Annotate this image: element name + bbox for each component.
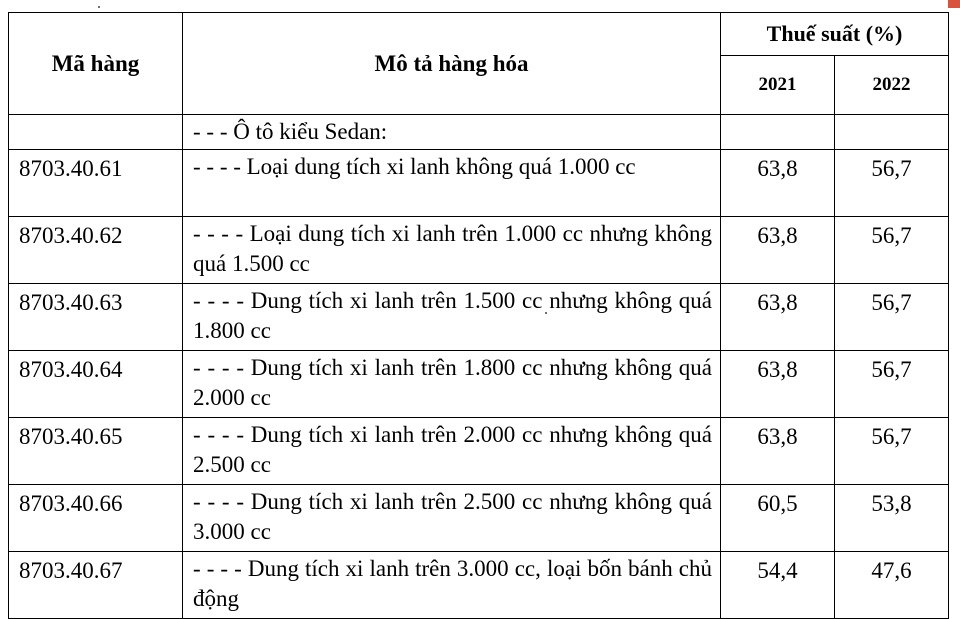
rate-2022: 56,7: [835, 351, 949, 418]
hs-code: 8703.40.66: [9, 485, 183, 552]
hs-code: 8703.40.61: [9, 150, 183, 217]
table-row: [9, 284, 949, 351]
header-description: Mô tả hàng hóa: [183, 13, 721, 115]
rate-2021: 63,8: [721, 351, 835, 418]
hs-code: 8703.40.64: [9, 351, 183, 418]
item-description: - - - - Loại dung tích xi lanh trên 1.000 cc nhưng không quá 1.500 cc: [183, 217, 721, 284]
empty-cell: [9, 115, 183, 150]
header-tax-rate: Thuế suất (%): [721, 13, 949, 56]
empty-cell: [835, 115, 949, 150]
tariff-document: [8, 12, 948, 612]
table-row: [9, 217, 949, 284]
table-row: [9, 150, 949, 217]
rate-2021: 54,4: [721, 552, 835, 619]
rate-2022: 56,7: [835, 150, 949, 217]
item-description: - - - - Loại dung tích xi lanh không quá 1.000 cc: [183, 150, 721, 217]
subheading-text: - - - Ô tô kiểu Sedan:: [183, 115, 721, 150]
item-description: - - - - Dung tích xi lanh trên 1.800 cc nhưng không quá 2.000 cc: [183, 351, 721, 418]
rate-2021: 63,8: [721, 418, 835, 485]
subheading-row: [9, 115, 949, 150]
table-row: [9, 485, 949, 552]
empty-cell: [721, 115, 835, 150]
item-description: - - - - Dung tích xi lanh trên 2.000 cc nhưng không quá 2.500 cc: [183, 418, 721, 485]
rate-2021: 63,8: [721, 150, 835, 217]
table-row: [9, 552, 949, 619]
hs-code: 8703.40.63: [9, 284, 183, 351]
hs-code: 8703.40.62: [9, 217, 183, 284]
item-description: - - - - Dung tích xi lanh trên 2.500 cc nhưng không quá 3.000 cc: [183, 485, 721, 552]
header-code: Mã hàng: [9, 13, 183, 115]
edge-mark: [948, 0, 960, 8]
tariff-table: [8, 12, 949, 619]
hs-code: 8703.40.65: [9, 418, 183, 485]
rate-2021: 63,8: [721, 217, 835, 284]
scan-speck: [98, 6, 100, 8]
table-row: [9, 351, 949, 418]
item-description: - - - - Dung tích xi lanh trên 1.500 cc nhưng không quá 1.800 cc: [183, 284, 721, 351]
rate-2022: 47,6: [835, 552, 949, 619]
rate-2022: 53,8: [835, 485, 949, 552]
header-year-2021: 2021: [721, 56, 835, 115]
item-description: - - - - Dung tích xi lanh trên 3.000 cc, loại bốn bánh chủ động: [183, 552, 721, 619]
hs-code: 8703.40.67: [9, 552, 183, 619]
rate-2021: 63,8: [721, 284, 835, 351]
rate-2021: 60,5: [721, 485, 835, 552]
header-year-2022: 2022: [835, 56, 949, 115]
rate-2022: 56,7: [835, 217, 949, 284]
table-row: [9, 418, 949, 485]
rate-2022: 56,7: [835, 284, 949, 351]
rate-2022: 56,7: [835, 418, 949, 485]
